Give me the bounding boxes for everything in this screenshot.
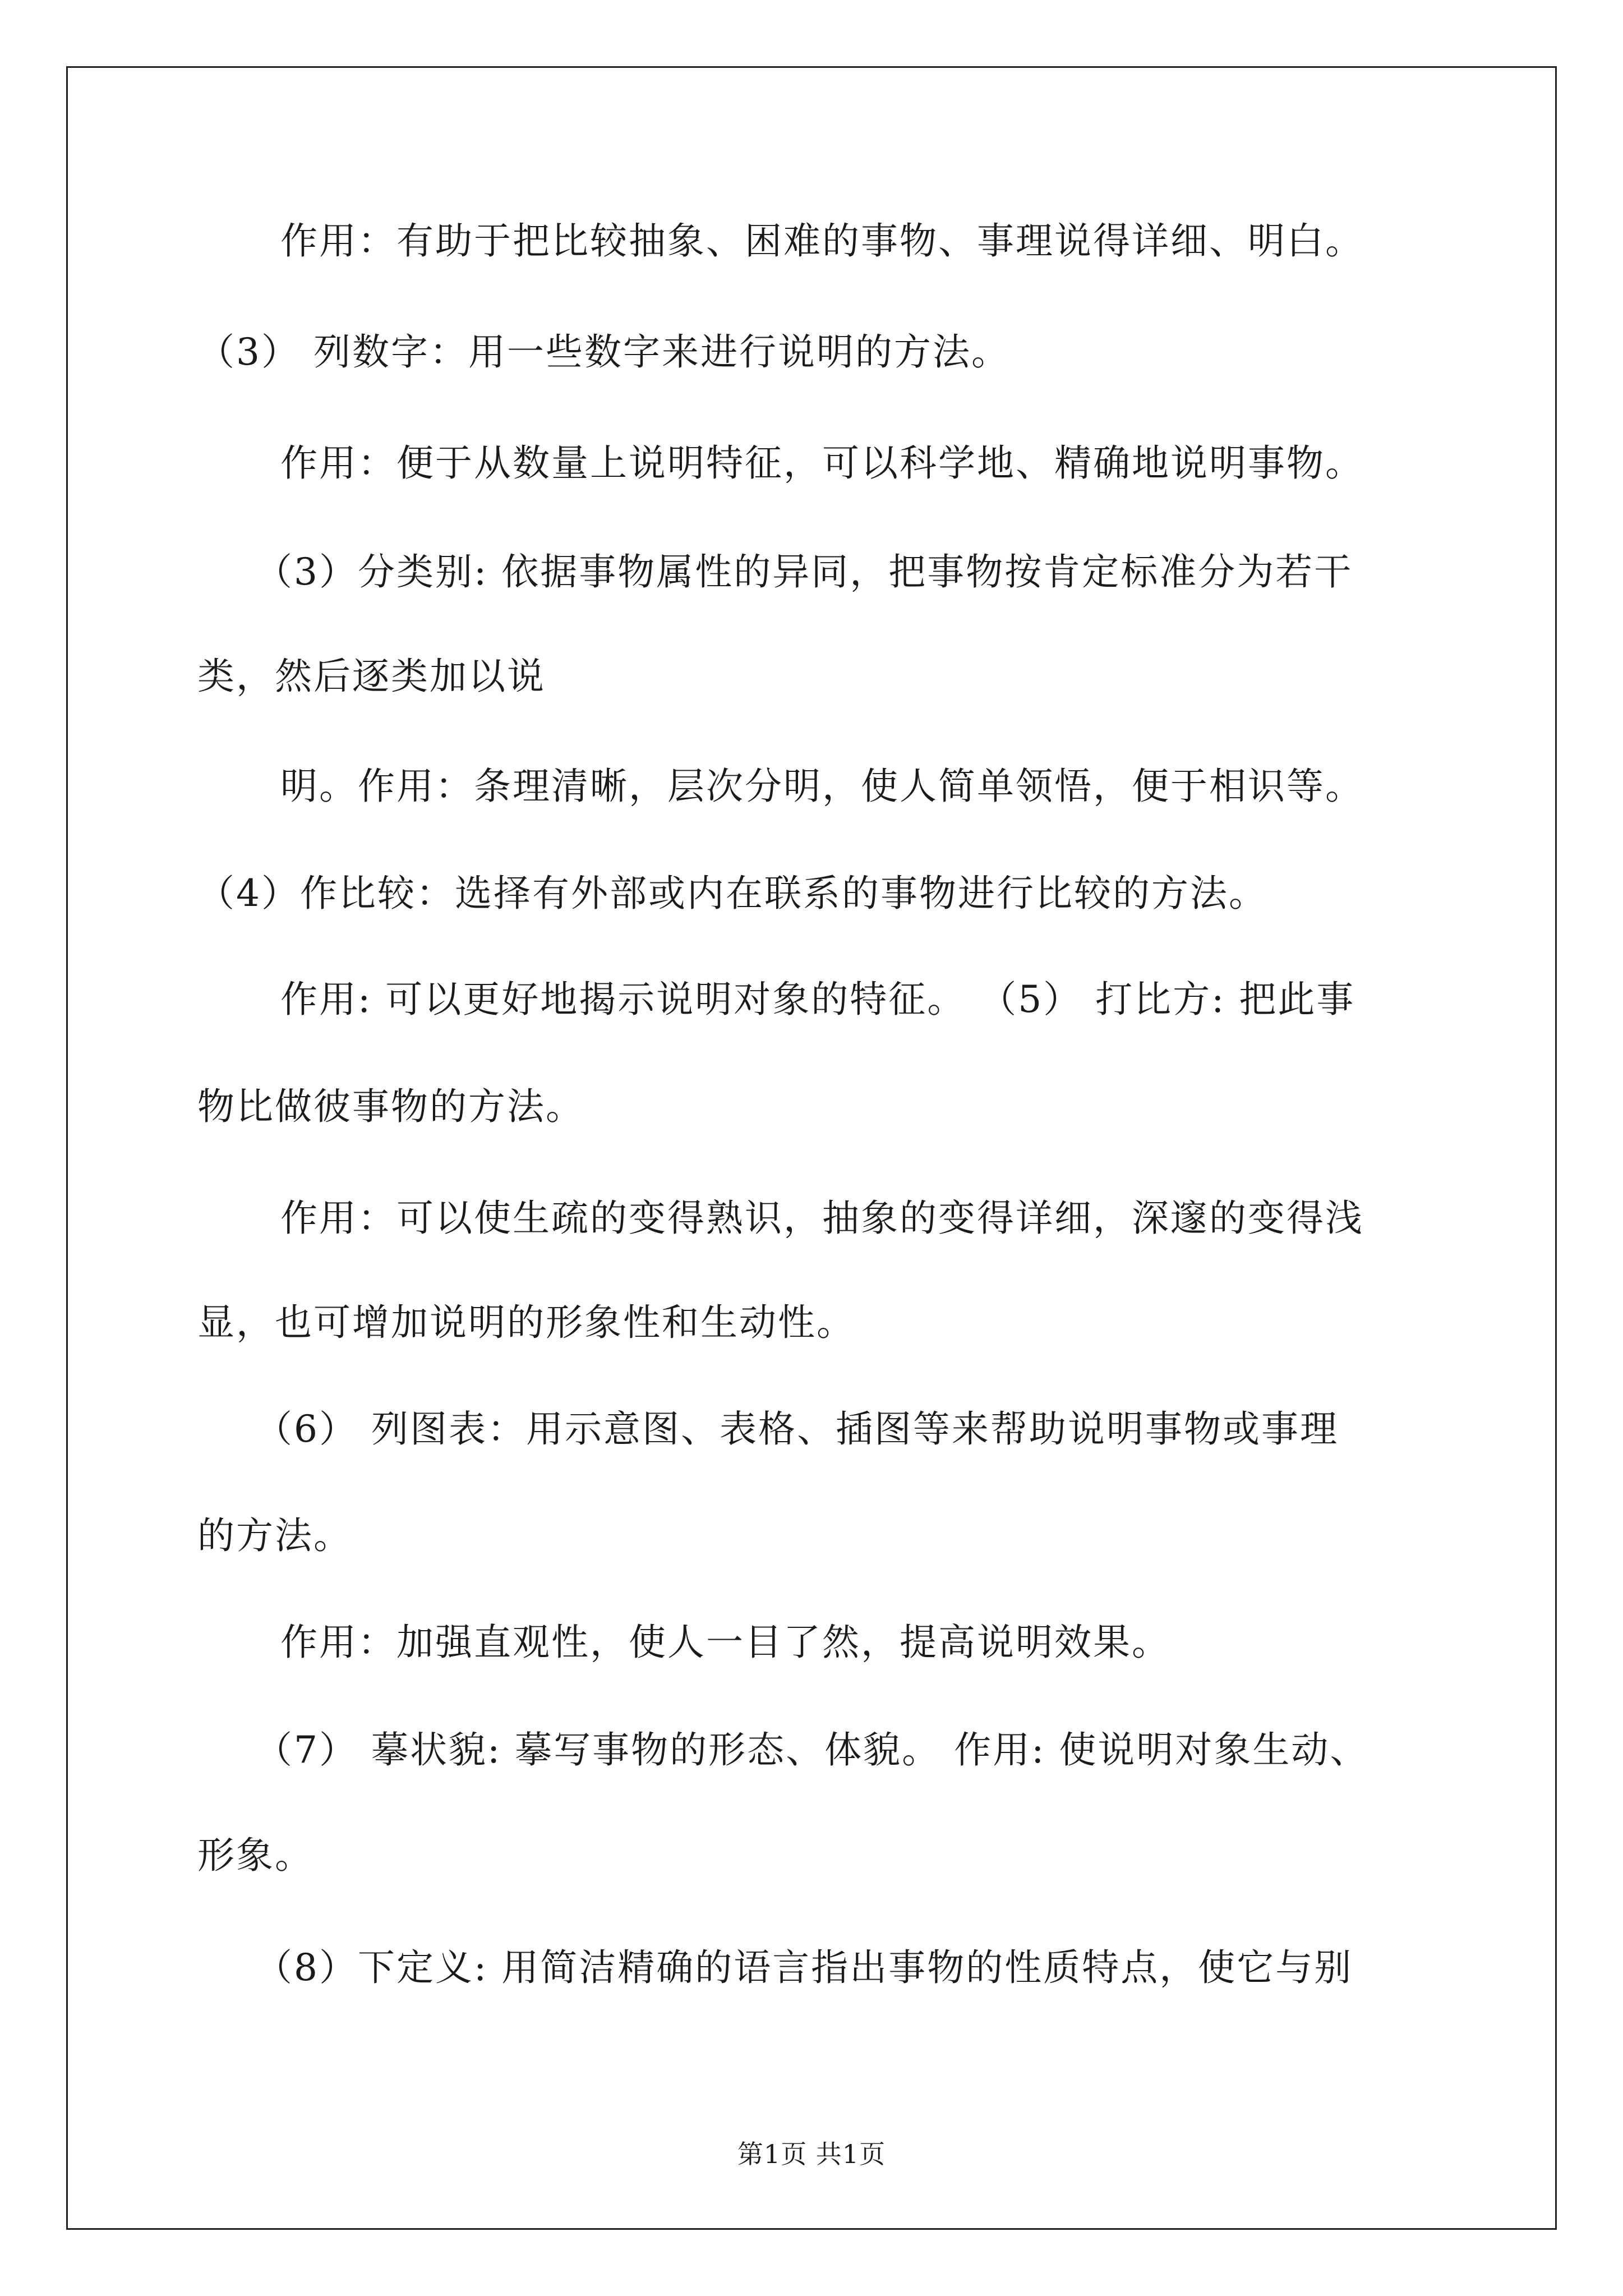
text-line: （6） 列图表：用示意图、表格、插图等来帮助说明事物或事理 (255, 1407, 1339, 1451)
text-line: 作用：可以使生疏的变得熟识，抽象的变得详细，深邃的变得浅 (280, 1197, 1364, 1240)
text-line: 的方法。 (197, 1514, 352, 1557)
text-line: 类，然后逐类加以说 (197, 655, 546, 698)
text-line: （3）分类别: 依据事物属性的异同，把事物按肯定标准分为若干 (255, 550, 1353, 593)
text-line: （8）下定义: 用简洁精确的语言指出事物的性质特点，使它与别 (255, 1946, 1353, 1989)
text-line: 作用：加强直观性，使人一目了然，提高说明效果。 (280, 1621, 1170, 1664)
text-line: （7） 摹状貌: 摹写事物的形态、体貌。 作用: 使说明对象生动、 (255, 1728, 1369, 1772)
text-line: 物比做彼事物的方法。 (197, 1085, 584, 1128)
text-line: （4）作比较：选择有外部或内在联系的事物进行比较的方法。 (197, 872, 1267, 915)
text-line: 显，也可增加说明的形象性和生动性。 (197, 1301, 855, 1344)
page-number-footer: 第1页 共1页 (737, 2139, 886, 2169)
text-line: 作用：有助于把比较抽象、困难的事物、事理说得详细、明白。 (280, 219, 1364, 263)
text-line: 作用：便于从数量上说明特征，可以科学地、精确地说明事物。 (280, 441, 1364, 485)
page-border (66, 66, 1557, 2230)
text-line: （3） 列数字：用一些数字来进行说明的方法。 (197, 330, 1010, 374)
text-line: 作用: 可以更好地揭示说明对象的特征。 （5） 打比方: 把此事 (280, 978, 1355, 1021)
text-line: 形象。 (197, 1834, 313, 1877)
text-line: 明。作用：条理清晰，层次分明，使人简单领悟，便于相识等。 (280, 765, 1364, 808)
